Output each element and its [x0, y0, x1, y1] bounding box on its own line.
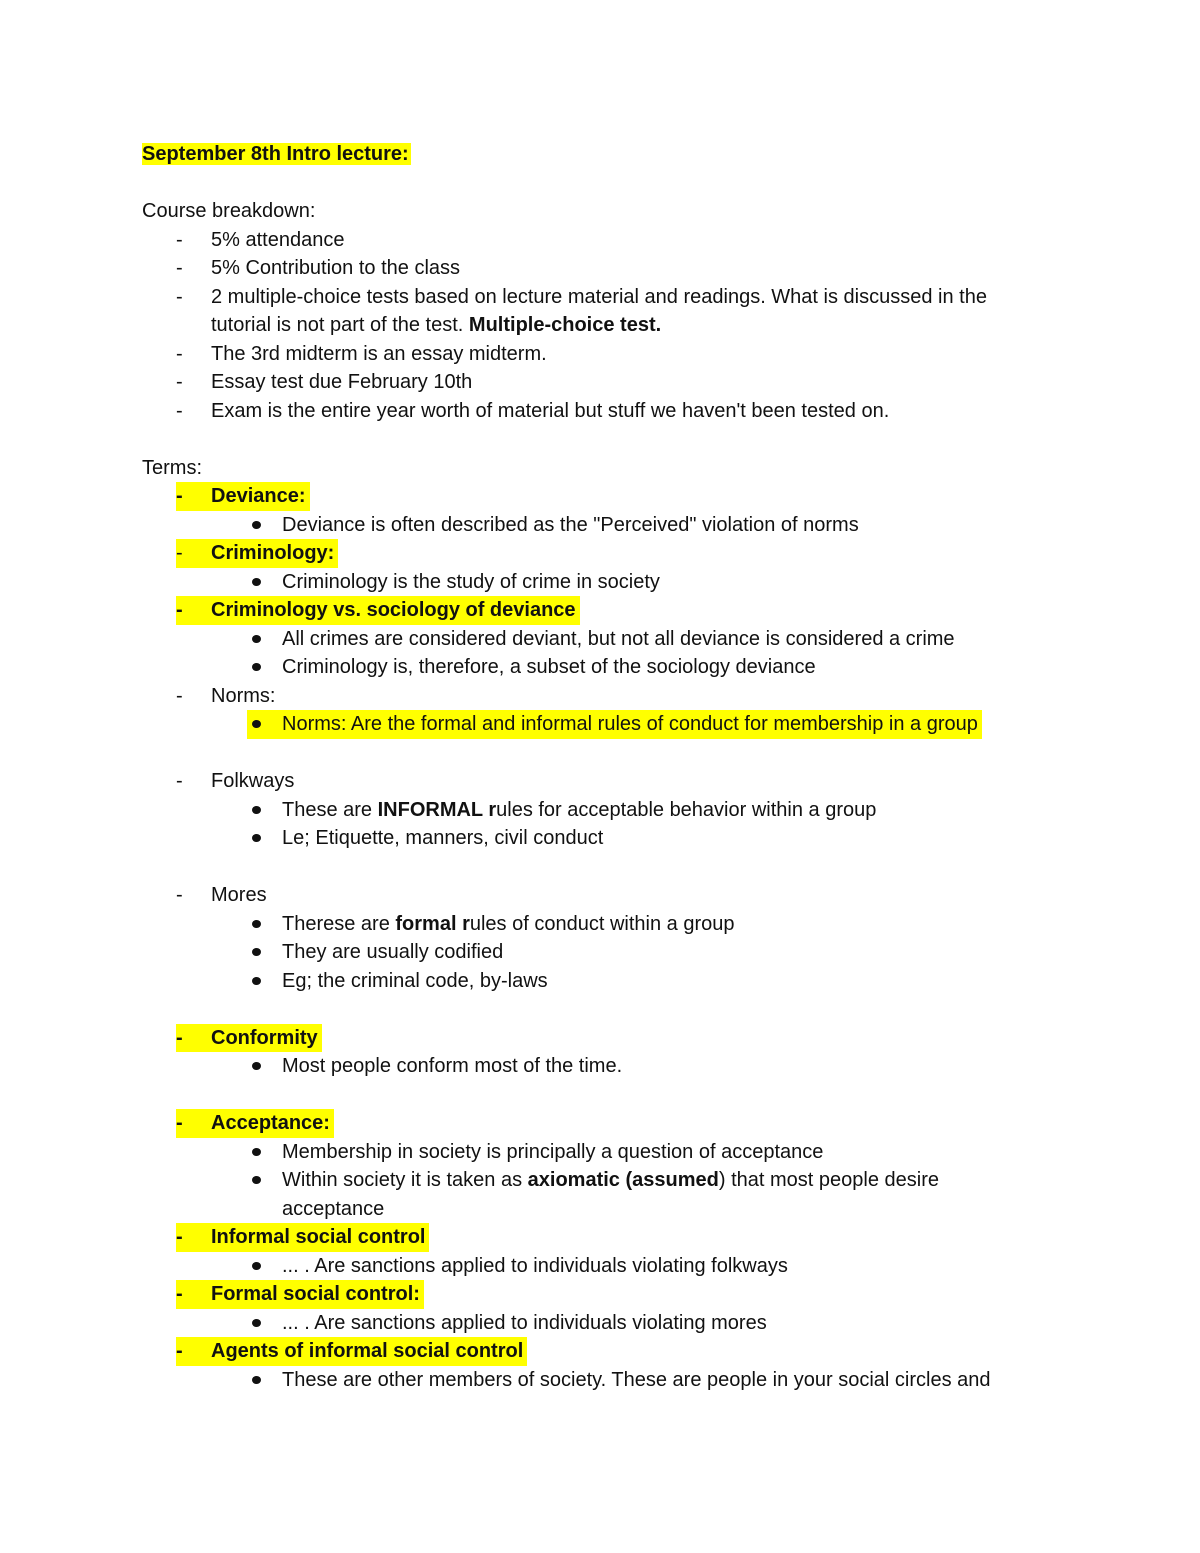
- term-formal-control: - Formal social control:: [142, 1280, 1062, 1309]
- terms-heading: Terms:: [142, 456, 202, 479]
- list-item: Norms: Are the formal and informal rules of conduct for membership in a group: [142, 710, 1062, 739]
- list-item: - 2 multiple-choice tests based on lecture material and readings. What is discussed in the: [176, 285, 987, 308]
- term-deviance: - Deviance:: [142, 482, 1062, 511]
- list-item: Criminology is the study of crime in society: [247, 568, 1062, 597]
- list-item-continuation: acceptance: [282, 1197, 385, 1220]
- list-item: All crimes are considered deviant, but not all deviance is considered a crime: [247, 625, 1062, 654]
- list-item: - 5% attendance: [176, 228, 345, 251]
- list-item: Most people conform most of the time.: [247, 1052, 1062, 1081]
- term-informal-control: - Informal social control: [142, 1223, 1062, 1252]
- list-item: - 5% Contribution to the class: [176, 257, 461, 279]
- document-title: September 8th Intro lecture:: [142, 143, 409, 165]
- course-breakdown-heading: Course breakdown:: [142, 200, 316, 222]
- list-item: - Essay test due February 10th: [176, 371, 473, 393]
- list-item: Therese are formal rules of conduct within a group: [247, 910, 1062, 939]
- list-item: - The 3rd midterm is an essay midterm.: [176, 342, 547, 365]
- list-item: These are other members of society. These are people in your social circles and: [247, 1366, 1062, 1395]
- list-item: Within society it is taken as axiomatic (assumed) that most people desire: [247, 1166, 1062, 1195]
- list-item-continuation: tutorial is not part of the test. Multiple-choice test.: [211, 314, 662, 336]
- list-item: Deviance is often described as the "Perceived" violation of norms: [247, 511, 1062, 540]
- term-conformity: - Conformity: [142, 1024, 1062, 1053]
- list-item: These are INFORMAL rules for acceptable behavior within a group: [247, 796, 1062, 825]
- list-item: ... . Are sanctions applied to individuals violating folkways: [247, 1252, 1062, 1281]
- term-folkways: - Folkways: [176, 770, 295, 792]
- list-item: - Exam is the entire year worth of material but stuff we haven't been tested on.: [176, 399, 890, 422]
- list-item: Membership in society is principally a question of acceptance: [247, 1138, 1062, 1167]
- term-acceptance: - Acceptance:: [142, 1109, 1062, 1138]
- list-item: Le; Etiquette, manners, civil conduct: [247, 824, 1062, 853]
- document-body: [142, 140, 1062, 1394]
- term-criminology-vs: - Criminology vs. sociology of deviance: [142, 596, 1062, 625]
- list-item: ... . Are sanctions applied to individuals violating mores: [247, 1309, 1062, 1338]
- list-item: Eg; the criminal code, by-laws: [247, 967, 1062, 996]
- list-item: They are usually codified: [247, 938, 1062, 967]
- term-norms: - Norms:: [176, 684, 276, 707]
- term-mores: - Mores: [176, 884, 267, 906]
- list-item: Criminology is, therefore, a subset of the sociology deviance: [247, 653, 1062, 682]
- term-agents: - Agents of informal social control: [142, 1337, 1062, 1366]
- term-criminology: - Criminology:: [142, 539, 1062, 568]
